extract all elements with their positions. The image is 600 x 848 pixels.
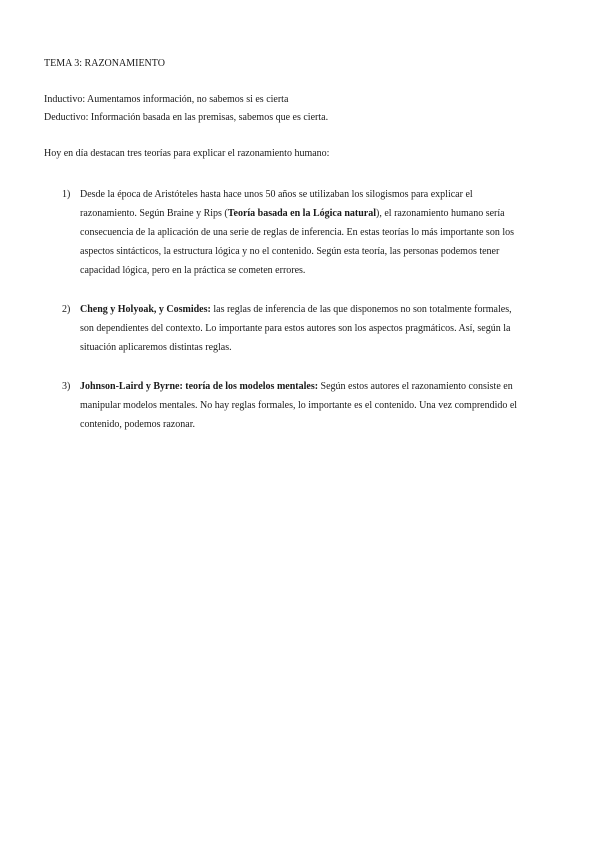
definition-inductivo: Inductivo: Aumentamos información, no sabemos si es cierta (44, 94, 289, 105)
item-bold-text: Teoría basada en la Lógica natural (227, 208, 377, 219)
list-item (44, 300, 524, 357)
item-bold-text: Cheng y Holyoak, y Cosmides: (80, 304, 211, 315)
item-text-after: ), el razonamiento humano sería consecuencia de la aplicación de una serie de reglas de inferencia. En estas teorías lo más importante son los aspectos sintácticos, la estructura lógica y no el contenido. Según esta teoría, las personas podemos tener capacidad lógica, pero en la práctica se cometen errores. (80, 208, 514, 276)
document-title: TEMA 3: RAZONAMIENTO (44, 58, 165, 69)
document-body (44, 55, 524, 454)
list-item-number: 3) (62, 381, 71, 392)
list-item (44, 377, 524, 434)
item-text-before: Desde la época de Aristóteles hasta hace unos 50 años se utilizaban los silogismos para explicar el razonamiento. Según Braine y Rips ( (80, 189, 473, 219)
item-bold-text: Johnson-Laird y Byrne: teoría de los modelos mentales: (80, 381, 319, 392)
list-item-number: 2) (62, 304, 71, 315)
theories-list (44, 185, 524, 434)
intro-paragraph: Hoy en día destacan tres teorías para explicar el razonamiento humano: (44, 148, 330, 159)
definition-deductivo: Deductivo: Información basada en las premisas, sabemos que es cierta. (44, 112, 329, 123)
item-text: las reglas de inferencia de las que disponemos no son totalmente formales, son dependientes del contexto. Lo importante para estos autores son los aspectos pragmáticos. Así, según la situación aplicaremos distintas reglas. (80, 304, 512, 353)
item-text: Según estos autores el razonamiento consiste en manipular modelos mentales. No hay reglas formales, lo importante es el contenido. Una vez comprendido el contenido, podemos razonar. (80, 381, 518, 430)
definitions (44, 91, 524, 127)
list-item (44, 185, 524, 280)
list-item-number: 1) (62, 189, 71, 200)
